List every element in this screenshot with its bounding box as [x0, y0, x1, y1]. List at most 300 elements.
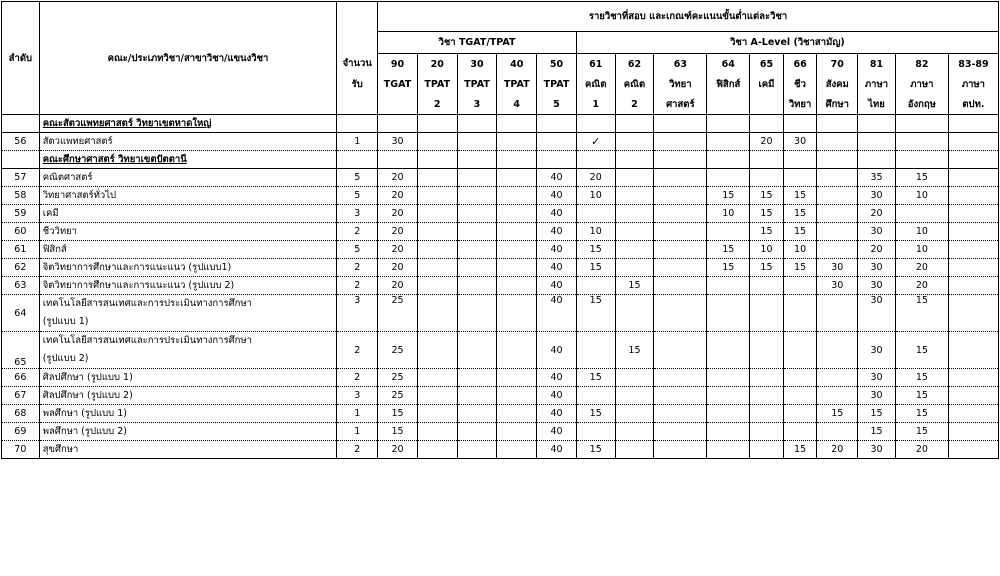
score-cell: 40: [537, 387, 577, 405]
score-cell: [817, 369, 858, 387]
score-cell: [457, 387, 497, 405]
score-cell: 15: [615, 332, 654, 369]
score-cell: 15: [783, 187, 817, 205]
score-cell: 20: [378, 241, 418, 259]
header-col-l2: TPAT: [457, 74, 497, 94]
score-cell: 20: [378, 205, 418, 223]
score-cell: [457, 241, 497, 259]
score-cell: 30: [858, 295, 896, 332]
score-cell: [576, 332, 615, 369]
section-empty-cell: [417, 115, 457, 133]
header-col-l3: ศาสตร์: [654, 94, 707, 115]
score-cell: ✓: [576, 133, 615, 151]
score-cell: [457, 259, 497, 277]
score-cell: [497, 241, 537, 259]
score-cell: [750, 423, 784, 441]
score-cell: 25: [378, 369, 418, 387]
header-col-code: 63: [654, 54, 707, 75]
score-cell: 15: [707, 241, 750, 259]
score-cell: 40: [537, 277, 577, 295]
score-cell: [654, 205, 707, 223]
score-cell: [417, 295, 457, 332]
score-cell: [783, 387, 817, 405]
score-cell: [817, 187, 858, 205]
row-number: 65: [2, 332, 40, 369]
seats-cell: 1: [337, 423, 378, 441]
section-row: [2, 115, 999, 133]
header-col-l3: 4: [497, 94, 537, 115]
score-cell: [750, 332, 784, 369]
score-cell: [707, 295, 750, 332]
score-cell: [948, 332, 998, 369]
score-cell: [707, 441, 750, 459]
header-col-l3: อังกฤษ: [895, 94, 948, 115]
section-empty-cell: [783, 151, 817, 169]
score-cell: [615, 205, 654, 223]
score-cell: [783, 405, 817, 423]
seats-cell: 2: [337, 369, 378, 387]
row-number: 63: [2, 277, 40, 295]
score-cell: [654, 441, 707, 459]
score-cell: [750, 369, 784, 387]
seats-cell: 3: [337, 295, 378, 332]
header-col-code: 61: [576, 54, 615, 75]
row-number: 68: [2, 405, 40, 423]
score-cell: 30: [858, 223, 896, 241]
score-cell: [497, 133, 537, 151]
score-cell: [707, 169, 750, 187]
score-cell: 10: [895, 223, 948, 241]
score-cell: [497, 405, 537, 423]
score-cell: [817, 205, 858, 223]
score-cell: 15: [378, 423, 418, 441]
score-cell: [654, 133, 707, 151]
score-cell: 15: [895, 332, 948, 369]
score-cell: [654, 277, 707, 295]
score-cell: [654, 169, 707, 187]
score-cell: [417, 423, 457, 441]
score-cell: [817, 223, 858, 241]
section-empty-cell: [895, 151, 948, 169]
section-empty-cell: [537, 115, 577, 133]
score-cell: 15: [750, 205, 784, 223]
score-cell: [497, 423, 537, 441]
score-cell: 40: [537, 223, 577, 241]
table-body: [2, 115, 999, 459]
score-cell: [417, 133, 457, 151]
score-cell: 15: [895, 295, 948, 332]
section-empty-cell: [895, 115, 948, 133]
score-cell: [615, 441, 654, 459]
score-cell: [576, 423, 615, 441]
section-empty-cell: [858, 115, 896, 133]
row-number: 66: [2, 369, 40, 387]
table-row: [2, 332, 999, 369]
score-cell: [948, 277, 998, 295]
score-cell: 20: [858, 241, 896, 259]
score-cell: 40: [537, 241, 577, 259]
score-cell: [497, 277, 537, 295]
score-cell: [750, 277, 784, 295]
section-empty-cell: [948, 151, 998, 169]
score-cell: [417, 405, 457, 423]
score-cell: 15: [576, 405, 615, 423]
table-row: [2, 441, 999, 459]
header-col-code: 20: [417, 54, 457, 75]
score-cell: 30: [858, 332, 896, 369]
score-cell: 30: [858, 387, 896, 405]
score-cell: [817, 332, 858, 369]
header-col-code: 81: [858, 54, 896, 75]
section-title: คณะศึกษาศาสตร์ วิทยาเขตปัตตานี: [39, 151, 337, 169]
header-col-l2: TPAT: [417, 74, 457, 94]
score-cell: [457, 369, 497, 387]
score-cell: [615, 133, 654, 151]
score-cell: [417, 369, 457, 387]
score-cell: [654, 187, 707, 205]
score-cell: [895, 205, 948, 223]
score-cell: [576, 387, 615, 405]
score-cell: [457, 423, 497, 441]
header-seats-bottom: [337, 94, 378, 115]
score-cell: [895, 133, 948, 151]
score-cell: [654, 295, 707, 332]
score-cell: 20: [858, 205, 896, 223]
score-cell: 15: [817, 405, 858, 423]
score-cell: [615, 169, 654, 187]
row-number: 62: [2, 259, 40, 277]
header-col-l2: TGAT: [378, 74, 418, 94]
score-cell: [457, 295, 497, 332]
score-cell: 20: [378, 441, 418, 459]
score-cell: [417, 441, 457, 459]
score-cell: 15: [750, 223, 784, 241]
score-cell: [948, 205, 998, 223]
score-cell: [417, 223, 457, 241]
program-name: [39, 332, 337, 369]
score-cell: 10: [707, 205, 750, 223]
score-cell: 30: [858, 369, 896, 387]
row-number: 60: [2, 223, 40, 241]
program-name: จิตวิทยาการศึกษาและการแนะแนว (รูปแบบ 2): [39, 277, 337, 295]
score-cell: 15: [576, 369, 615, 387]
score-cell: 40: [537, 169, 577, 187]
section-empty-cell: [615, 151, 654, 169]
score-cell: [948, 241, 998, 259]
score-cell: [707, 223, 750, 241]
program-name: ศิลปศึกษา (รูปแบบ 2): [39, 387, 337, 405]
score-cell: [817, 295, 858, 332]
score-cell: 15: [615, 277, 654, 295]
seats-cell: 2: [337, 277, 378, 295]
score-cell: 20: [817, 441, 858, 459]
program-name: ชีววิทยา: [39, 223, 337, 241]
header-col-l3: 2: [615, 94, 654, 115]
row-number: 56: [2, 133, 40, 151]
score-cell: [417, 259, 457, 277]
header-col-l3: ไทย: [858, 94, 896, 115]
program-name: พลศึกษา (รูปแบบ 2): [39, 423, 337, 441]
table-row: [2, 241, 999, 259]
section-empty-cell: [537, 151, 577, 169]
score-cell: 40: [537, 187, 577, 205]
score-cell: 20: [895, 441, 948, 459]
score-cell: 15: [576, 241, 615, 259]
section-empty-cell: [750, 151, 784, 169]
row-number: 57: [2, 169, 40, 187]
score-cell: 20: [378, 277, 418, 295]
score-cell: 40: [537, 369, 577, 387]
score-cell: 30: [858, 187, 896, 205]
score-cell: [457, 405, 497, 423]
score-cell: 15: [378, 405, 418, 423]
score-cell: 25: [378, 387, 418, 405]
score-cell: 15: [783, 223, 817, 241]
table-row: [2, 295, 999, 332]
program-name: สุขศึกษา: [39, 441, 337, 459]
score-cell: 40: [537, 441, 577, 459]
section-empty-cell: [337, 151, 378, 169]
section-empty-cell: [457, 151, 497, 169]
seats-cell: 2: [337, 259, 378, 277]
table-row: [2, 187, 999, 205]
section-empty-cell: [576, 151, 615, 169]
score-cell: 20: [378, 187, 418, 205]
score-cell: [615, 223, 654, 241]
score-cell: [497, 205, 537, 223]
score-cell: 40: [537, 332, 577, 369]
score-cell: [707, 369, 750, 387]
score-cell: [707, 387, 750, 405]
seats-cell: 5: [337, 169, 378, 187]
score-cell: [707, 405, 750, 423]
score-cell: 30: [378, 133, 418, 151]
section-empty-cell: [337, 115, 378, 133]
score-cell: [707, 133, 750, 151]
program-name: จิตวิทยาการศึกษาและการแนะแนว (รูปแบบ1): [39, 259, 337, 277]
score-cell: 40: [537, 405, 577, 423]
score-cell: 40: [537, 259, 577, 277]
section-empty-cell: [783, 115, 817, 133]
table-row: [2, 205, 999, 223]
row-number: 61: [2, 241, 40, 259]
score-cell: 10: [576, 187, 615, 205]
header-col-l2: คณิต: [576, 74, 615, 94]
score-cell: [615, 295, 654, 332]
header-group-title: รายวิชาที่สอบ และเกณฑ์คะแนนขั้นต่ำแต่ละวิชา: [378, 2, 999, 32]
score-cell: [457, 133, 497, 151]
header-col-code: 40: [497, 54, 537, 75]
header-col-l3: 1: [576, 94, 615, 115]
score-cell: [497, 169, 537, 187]
score-cell: [948, 187, 998, 205]
score-cell: [497, 332, 537, 369]
section-row: [2, 151, 999, 169]
section-empty-cell: [817, 115, 858, 133]
seats-cell: 3: [337, 205, 378, 223]
header-col-l3: 2: [417, 94, 457, 115]
score-cell: 30: [858, 259, 896, 277]
score-cell: 15: [895, 369, 948, 387]
table-row: [2, 259, 999, 277]
header-col-l3: 3: [457, 94, 497, 115]
score-cell: [417, 277, 457, 295]
score-cell: [654, 387, 707, 405]
score-cell: [497, 187, 537, 205]
score-cell: [615, 405, 654, 423]
score-cell: [457, 277, 497, 295]
header-col-l2: วิทยา: [654, 74, 707, 94]
score-cell: [576, 277, 615, 295]
section-empty-cell: [497, 151, 537, 169]
seats-cell: 5: [337, 187, 378, 205]
header-col-l2: TPAT: [537, 74, 577, 94]
score-cell: 20: [750, 133, 784, 151]
header-col-code: 83-89: [948, 54, 998, 75]
section-empty-cell: [615, 115, 654, 133]
score-cell: [497, 259, 537, 277]
score-cell: [417, 205, 457, 223]
score-cell: [817, 133, 858, 151]
header-col-l2: ภาษา: [895, 74, 948, 94]
header-col-l2: TPAT: [497, 74, 537, 94]
section-empty-cell: [417, 151, 457, 169]
score-cell: 30: [783, 133, 817, 151]
score-cell: 10: [576, 223, 615, 241]
header-alevel-title: วิชา A-Level (วิชาสามัญ): [576, 32, 998, 54]
score-cell: 15: [750, 187, 784, 205]
score-cell: [457, 441, 497, 459]
section-empty-cell: [750, 115, 784, 133]
table-row: [2, 405, 999, 423]
program-name-line1: เทคโนโลยีสารสนเทศและการประเมินทางการศึกษา: [42, 298, 252, 309]
table-row: [2, 387, 999, 405]
score-cell: [417, 241, 457, 259]
score-cell: [654, 241, 707, 259]
header-col-l3: วิทยา: [783, 94, 817, 115]
section-empty-cell: [457, 115, 497, 133]
score-cell: 40: [537, 205, 577, 223]
seats-cell: 3: [337, 387, 378, 405]
row-number: 69: [2, 423, 40, 441]
score-cell: [817, 423, 858, 441]
score-cell: 20: [378, 223, 418, 241]
score-cell: 20: [378, 259, 418, 277]
score-cell: [457, 187, 497, 205]
section-empty-cell: [378, 151, 418, 169]
header-col-code: 50: [537, 54, 577, 75]
score-cell: [497, 223, 537, 241]
header-col-code: 90: [378, 54, 418, 75]
section-empty-cell: [654, 151, 707, 169]
program-name-line1: เทคโนโลยีสารสนเทศและการประเมินทางการศึกษา: [42, 335, 252, 346]
score-cell: [948, 169, 998, 187]
section-empty-cell: [654, 115, 707, 133]
score-cell: 10: [750, 241, 784, 259]
score-cell: 15: [707, 259, 750, 277]
score-cell: 15: [895, 169, 948, 187]
score-cell: [750, 441, 784, 459]
program-name: [39, 295, 337, 332]
score-cell: [457, 332, 497, 369]
score-cell: [457, 205, 497, 223]
header-tgat-title: วิชา TGAT/TPAT: [378, 32, 577, 54]
row-number: 67: [2, 387, 40, 405]
score-cell: 20: [576, 169, 615, 187]
section-empty-cell: [497, 115, 537, 133]
section-empty-cell: [576, 115, 615, 133]
score-cell: [576, 205, 615, 223]
score-cell: [817, 169, 858, 187]
seats-cell: 1: [337, 405, 378, 423]
score-cell: [654, 369, 707, 387]
score-cell: [948, 423, 998, 441]
row-number: 64: [2, 295, 40, 332]
score-cell: [615, 241, 654, 259]
row-number: 70: [2, 441, 40, 459]
score-cell: 15: [895, 423, 948, 441]
program-name-line2: (รูปแบบ 1): [42, 316, 89, 327]
score-cell: [654, 332, 707, 369]
score-cell: [417, 332, 457, 369]
score-cell: [783, 295, 817, 332]
score-cell: 35: [858, 169, 896, 187]
score-cell: [417, 187, 457, 205]
score-cell: 40: [537, 295, 577, 332]
header-seats-line1: จำนวน: [337, 54, 378, 75]
section-empty-cell: [948, 115, 998, 133]
score-cell: [654, 223, 707, 241]
score-cell: [417, 387, 457, 405]
seats-cell: 1: [337, 133, 378, 151]
program-name: เคมี: [39, 205, 337, 223]
score-cell: 20: [895, 277, 948, 295]
score-cell: 10: [783, 241, 817, 259]
score-cell: 15: [576, 259, 615, 277]
score-cell: 30: [858, 441, 896, 459]
score-cell: [948, 441, 998, 459]
score-cell: [948, 387, 998, 405]
score-cell: [750, 405, 784, 423]
score-cell: [654, 259, 707, 277]
header-col-l2: เคมี: [750, 74, 784, 94]
score-cell: [615, 187, 654, 205]
table-row: [2, 169, 999, 187]
score-cell: [497, 369, 537, 387]
header-col-l2: ภาษา: [858, 74, 896, 94]
score-cell: [615, 387, 654, 405]
seats-cell: 2: [337, 441, 378, 459]
score-cell: [417, 169, 457, 187]
program-name: คณิตศาสตร์: [39, 169, 337, 187]
score-cell: 15: [783, 441, 817, 459]
score-cell: [948, 405, 998, 423]
score-cell: 15: [576, 441, 615, 459]
criteria-table: [1, 1, 999, 459]
header-col-l2: ฟิสิกส์: [707, 74, 750, 94]
score-cell: [615, 423, 654, 441]
header-col-l2: สังคม: [817, 74, 858, 94]
score-cell: 25: [378, 295, 418, 332]
score-cell: [817, 387, 858, 405]
program-name-line2: (รูปแบบ 2): [42, 353, 89, 364]
header-col-l3: ตปท.: [948, 94, 998, 115]
score-cell: [707, 277, 750, 295]
score-cell: 15: [707, 187, 750, 205]
header-col-l2: คณิต: [615, 74, 654, 94]
score-cell: [817, 241, 858, 259]
score-cell: [948, 295, 998, 332]
